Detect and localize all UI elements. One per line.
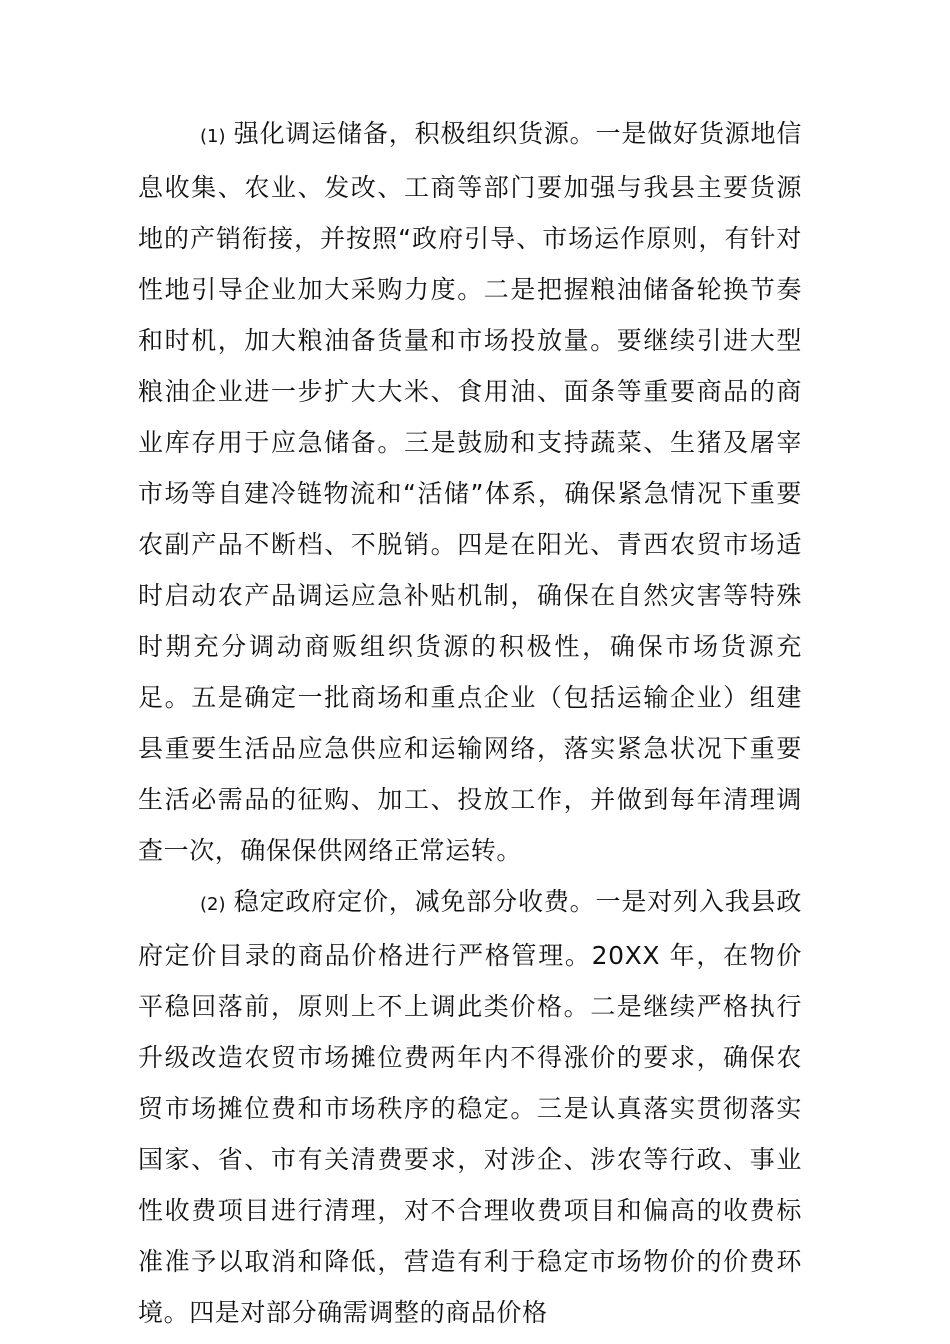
paragraph-2-number: (2) [200, 894, 226, 915]
paragraph-2-text: 稳定政府定价，减免部分收费。一是对列入我县政府定价目录的商品价格进行严格管理。20XX 年，在物价平稳回落前，原则上不上调此类价格。二是继续严格执行升级改造农贸市场摊位费两年内不得涨价的要求，确保农贸市场摊位费和市场秩序的稳定。三是认真落实贯彻落实国家、省、市有关清费要求，对涉企、涉农等行政、事业性收费项目进行清理，对不合理收费项目和偏高的收费标准准予以取消和降低，营造有利于稳定市场物价的价费环境。四是对部分确需调整的商品价格 [138, 887, 802, 1327]
paragraph-1-text: 强化调运储备，积极组织货源。一是做好货源地信息收集、农业、发改、工商等部门要加强与我县主要货源地的产销衔接，并按照“政府引导、市场运作原则，有针对性地引导企业加大采购力度。二是把握粮油储备轮换节奏和时机，加大粮油备货量和市场投放量。要继续引进大型粮油企业进一步扩大大米、食用油、面条等重要商品的商业库存用于应急储备。三是鼓励和支持蔬菜、生猪及屠宰市场等自建冷链物流和“活储”体系，确保紧急情况下重要农副产品不断档、不脱销。四是在阳光、青西农贸市场适时启动农产品调运应急补贴机制，确保在自然灾害等特殊时期充分调动商贩组织货源的积极性，确保市场货源充足。五是确定一批商场和重点企业（包括运输企业）组建县重要生活品应急供应和运输网络，落实紧急状况下重要生活必需品的征购、加工、投放工作，并做到每年清理调查一次，确保保供网络正常运转。 [138, 119, 802, 865]
paragraph-1-number: (1) [200, 126, 226, 147]
paragraph-1 [138, 108, 802, 876]
paragraph-2 [138, 876, 802, 1338]
document-body [138, 108, 802, 1338]
